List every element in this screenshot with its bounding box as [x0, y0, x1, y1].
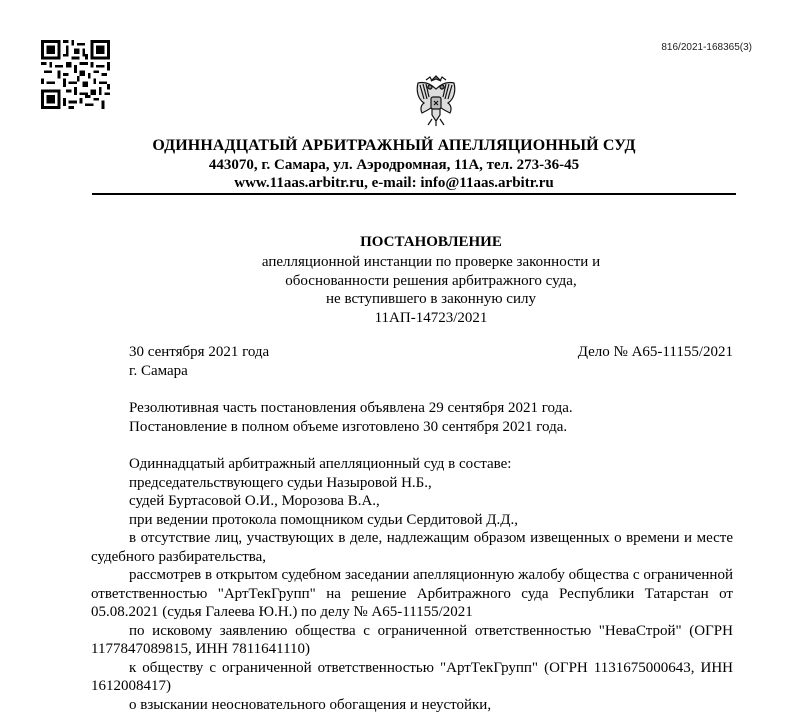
announcement-line: Резолютивная часть постановления объявлена 29 сентября 2021 года. — [129, 400, 573, 416]
composition-line: судей Буртасовой О.И., Морозова В.А., — [129, 493, 380, 509]
case-number: Дело № А65-11155/2021 — [577, 344, 733, 360]
document-number: 816/2021-168365(3) — [661, 42, 752, 53]
body-paragraph: в отсутствие лиц, участвующих в деле, надлежащим образом извещенных о времени и месте судебного разбирательства, — [91, 530, 733, 565]
case-reference: 11АП-14723/2021 — [374, 309, 488, 326]
decision-date: 30 сентября 2021 года — [129, 344, 270, 360]
body-paragraph: рассмотрев в открытом судебном заседании апелляционную жалобу общества с ограниченной ответственностью "АртТекГрупп" на решение Арбитражного суда Республики Татарстан от 05.08.2021 (судья Галеева Ю.Н.) по делу № А65-11155/2021 — [91, 567, 733, 620]
composition-line: Одиннадцатый арбитражный апелляционный суд в составе: — [129, 456, 512, 472]
court-composition — [129, 455, 518, 529]
composition-line: председательствующего судьи Назыровой Н.Б., — [129, 474, 432, 491]
body-paragraph: к обществу с ограниченной ответственностью "АртТекГрупп" (ОГРН 1131675000643, ИНН 1612008417) — [91, 659, 733, 694]
subtitle-line: апелляционной инстанции по проверке законности и — [261, 254, 601, 270]
qr-code — [41, 40, 110, 109]
document-subtitle — [0, 253, 788, 327]
body-paragraph: о взыскании неосновательного обогащения и неустойки, — [129, 696, 492, 713]
coat-of-arms-icon — [412, 75, 460, 127]
decision-city: г. Самара — [129, 363, 188, 379]
header-divider — [92, 193, 736, 195]
announcements — [129, 399, 573, 436]
court-address: 443070, г. Самара, ул. Аэродромная, 11А, тел. 273-36-45 — [208, 157, 580, 173]
document-title: ПОСТАНОВЛЕНИЕ — [360, 234, 502, 250]
court-name: ОДИННАДЦАТЫЙ АРБИТРАЖНЫЙ АПЕЛЛЯЦИОННЫЙ СУД — [152, 137, 636, 154]
decision-body — [91, 529, 733, 714]
subtitle-line: обоснованности решения арбитражного суда, — [285, 272, 577, 289]
court-header — [0, 136, 788, 192]
court-contacts: www.11aas.arbitr.ru, e-mail: info@11aas.arbitr.ru — [234, 175, 554, 191]
body-paragraph: по исковому заявлению общества с ограниченной ответственностью "НеваСтрой" (ОГРН 1177847089815, ИНН 7811641110) — [91, 622, 733, 657]
composition-line: при ведении протокола помощником судьи Сердитовой Д.Д., — [129, 511, 519, 528]
announcement-line: Постановление в полном объеме изготовлено 30 сентября 2021 года. — [129, 418, 568, 435]
subtitle-line: не вступившего в законную силу — [326, 291, 536, 308]
